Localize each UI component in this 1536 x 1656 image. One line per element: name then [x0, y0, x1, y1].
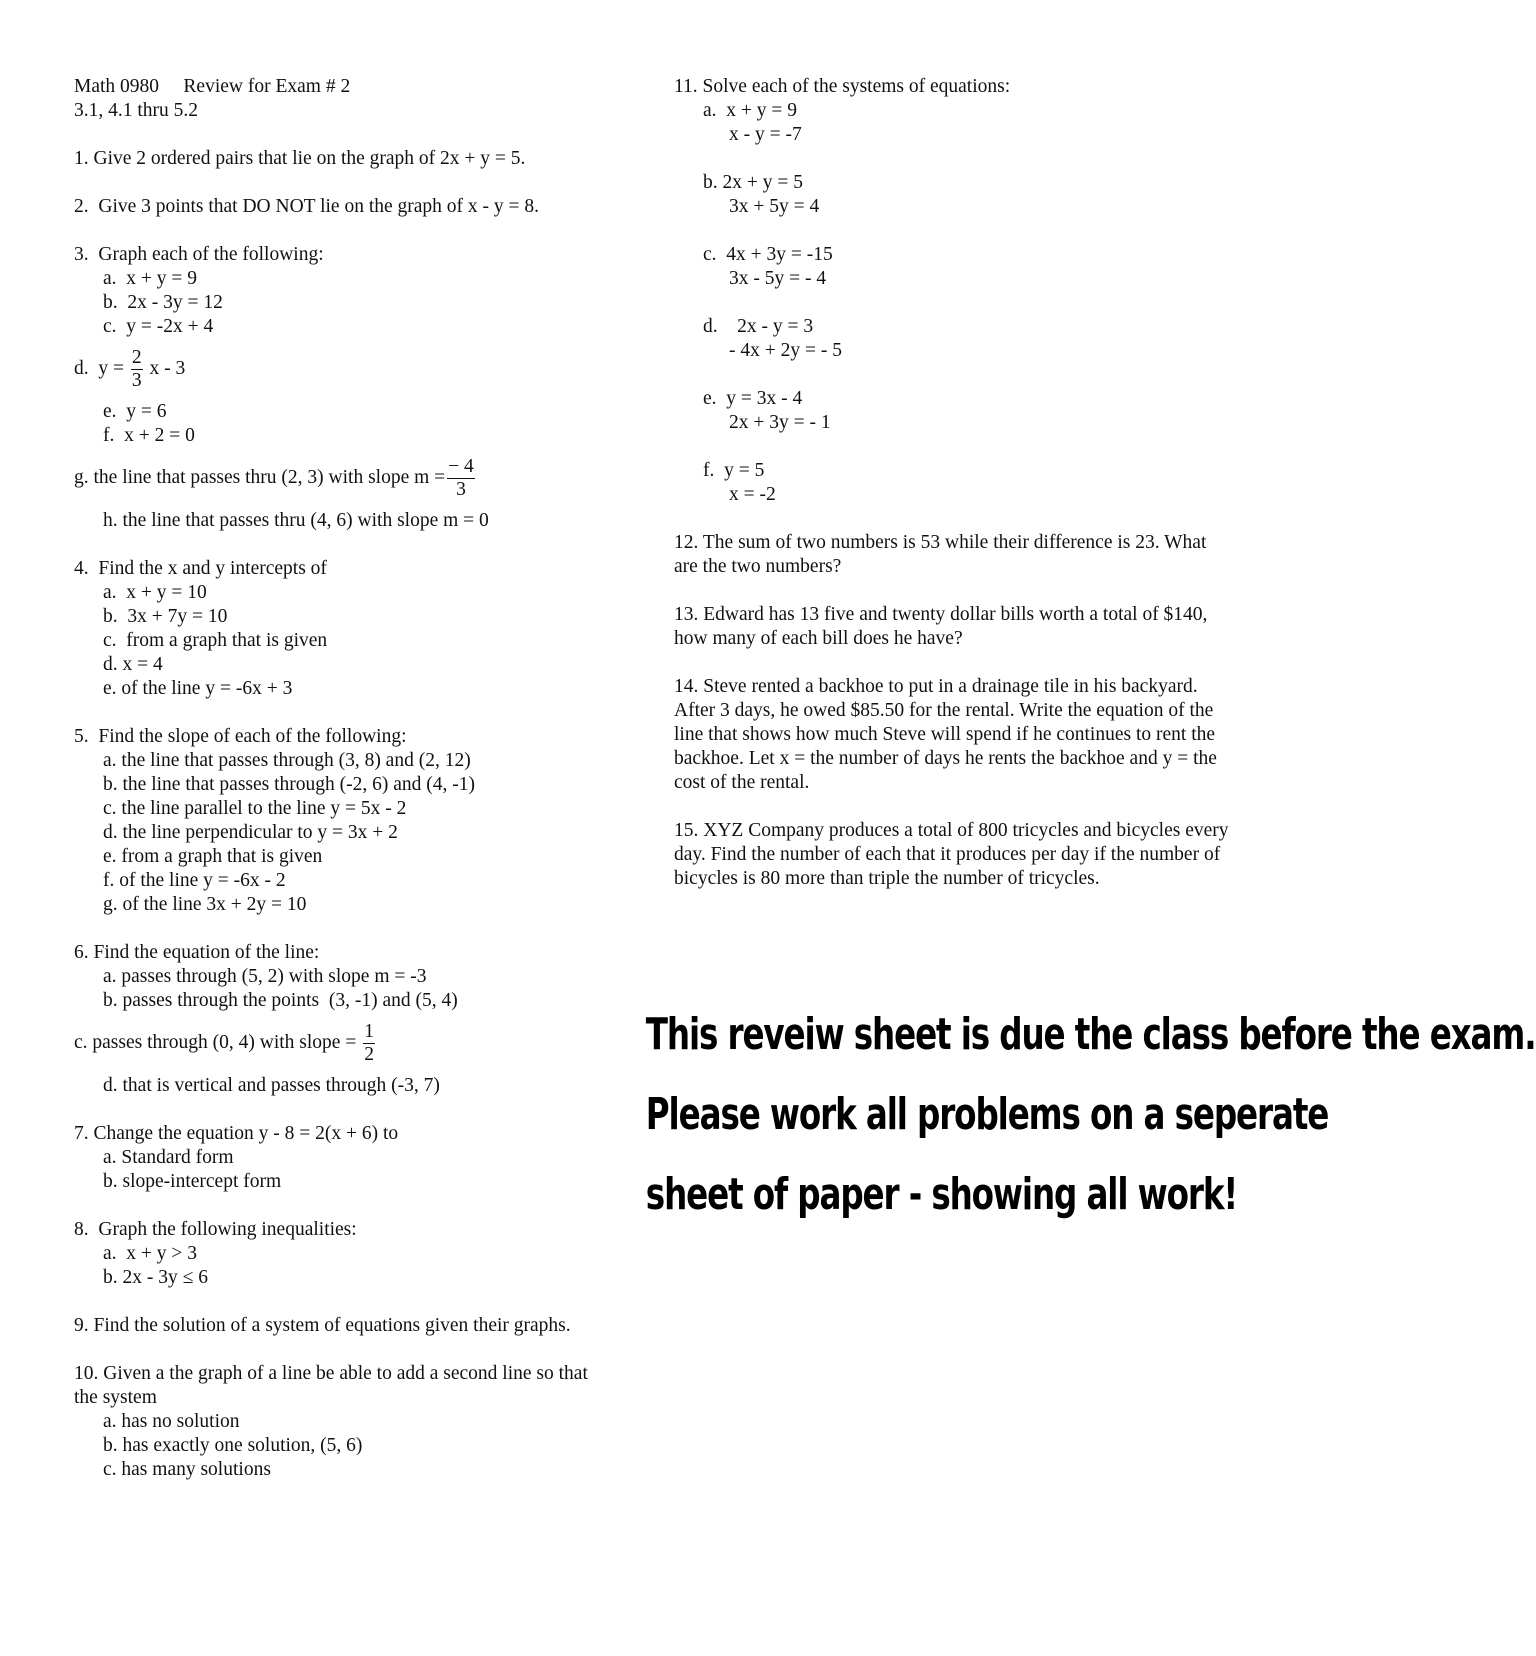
question-11a-eq1: a. x + y = 9: [703, 100, 798, 121]
fraction-minus-four-thirds: [447, 456, 475, 501]
question-8b: b. 2x - 3y ≤ 6: [103, 1267, 208, 1288]
question-3b: b. 2x - 3y = 12: [103, 292, 223, 313]
question-5f: f. of the line y = -6x - 2: [103, 870, 286, 891]
question-11d-eq1: d. 2x - y = 3: [703, 316, 814, 337]
question-1: 1. Give 2 ordered pairs that lie on the graph of 2x + y = 5.: [74, 148, 526, 169]
question-11c-eq1: c. 4x + 3y = -15: [703, 244, 833, 265]
question-10a: a. has no solution: [103, 1411, 240, 1432]
question-11f-eq2: x = -2: [729, 484, 776, 505]
right-column: [674, 75, 1234, 891]
question-11e-eq2: 2x + 3y = - 1: [729, 412, 831, 433]
question-5b: b. the line that passes through (-2, 6) and (4, -1): [103, 774, 476, 795]
fraction-numerator: 1: [364, 1021, 374, 1042]
question-7b: b. slope-intercept form: [103, 1171, 282, 1192]
left-column: [74, 75, 614, 1482]
question-14: 14. Steve rented a backhoe to put in a drainage tile in his backyard. After 3 days, he owed $85.50 for the rental. Write the equation of the line that shows how much Steve will spend if he continues to rent the backhoe. Let x = the number of days he rents the backhoe and y = the cost of the rental.: [674, 676, 1217, 793]
question-3e: e. y = 6: [103, 401, 167, 422]
question-4-title: 4. Find the x and y intercepts of: [74, 558, 327, 579]
question-3d-suffix: x - 3: [144, 357, 186, 379]
fraction-two-thirds: [131, 347, 143, 392]
question-5a: a. the line that passes through (3, 8) and (2, 12): [103, 750, 471, 771]
question-11d-eq2: - 4x + 2y = - 5: [729, 340, 842, 361]
question-4c: c. from a graph that is given: [103, 630, 328, 651]
fraction-one-half: [363, 1021, 375, 1066]
question-3-title: 3. Graph each of the following:: [74, 244, 324, 265]
question-11b-eq2: 3x + 5y = 4: [729, 196, 820, 217]
fraction-denominator: 3: [447, 478, 475, 501]
question-6-title: 6. Find the equation of the line:: [74, 942, 320, 963]
question-11f-eq1: f. y = 5: [703, 460, 765, 481]
fraction-denominator: 2: [364, 1044, 374, 1065]
question-6b: b. passes through the points (3, -1) and (5, 4): [103, 990, 458, 1011]
banner-line-1: This reveiw sheet is due the class before the exam.: [645, 1009, 1536, 1060]
question-10-title: 10. Given a the graph of a line be able to add a second line so that the system: [74, 1363, 588, 1408]
doc-title: Math 0980 Review for Exam # 2: [74, 76, 351, 97]
question-9: 9. Find the solution of a system of equations given their graphs.: [74, 1315, 571, 1336]
banner-line-3: sheet of paper - showing all work!: [645, 1169, 1238, 1220]
fraction-numerator: − 4: [448, 456, 474, 477]
due-date-banner: [645, 995, 1536, 1235]
question-6c: [74, 1013, 614, 1074]
question-5e: e. from a graph that is given: [103, 846, 323, 867]
question-3f: f. x + 2 = 0: [103, 425, 195, 446]
question-7-title: 7. Change the equation y - 8 = 2(x + 6) to: [74, 1123, 399, 1144]
question-10b: b. has exactly one solution, (5, 6): [103, 1435, 363, 1456]
question-2: 2. Give 3 points that DO NOT lie on the graph of x - y = 8.: [74, 196, 540, 217]
question-13: 13. Edward has 13 five and twenty dollar bills worth a total of $140, how many of each bill does he have?: [674, 604, 1208, 649]
question-3g: [74, 448, 614, 509]
question-5c: c. the line parallel to the line y = 5x - 2: [103, 798, 407, 819]
question-11c-eq2: 3x - 5y = - 4: [729, 268, 827, 289]
question-5g: g. of the line 3x + 2y = 10: [103, 894, 307, 915]
question-11b-eq1: b. 2x + y = 5: [703, 172, 803, 193]
question-4b: b. 3x + 7y = 10: [103, 606, 228, 627]
question-3g-prefix: g. the line that passes thru (2, 3) with slope m =: [74, 466, 446, 488]
question-8a: a. x + y > 3: [103, 1243, 198, 1264]
question-8-title: 8. Graph the following inequalities:: [74, 1219, 357, 1240]
question-5-title: 5. Find the slope of each of the following:: [74, 726, 407, 747]
question-3d: [74, 339, 614, 400]
question-10c: c. has many solutions: [103, 1459, 271, 1480]
question-11a-eq2: x - y = -7: [729, 124, 802, 145]
question-6d: d. that is vertical and passes through (-3, 7): [103, 1075, 440, 1096]
fraction-denominator: 3: [131, 370, 142, 391]
doc-sections: 3.1, 4.1 thru 5.2: [74, 100, 199, 121]
question-3a: a. x + y = 9: [103, 268, 198, 289]
question-12: 12. The sum of two numbers is 53 while their difference is 23. What are the two numbers?: [674, 532, 1207, 577]
fraction-numerator: 2: [131, 347, 142, 368]
question-4d: d. x = 4: [103, 654, 163, 675]
question-15: 15. XYZ Company produces a total of 800 tricycles and bicycles every day. Find the number of each that it produces per day if the number of bicycles is 80 more than triple the number of tricycles.: [674, 820, 1229, 889]
question-6c-prefix: c. passes through (0, 4) with slope =: [74, 1031, 362, 1053]
question-7a: a. Standard form: [103, 1147, 234, 1168]
question-6a: a. passes through (5, 2) with slope m = -3: [103, 966, 427, 987]
question-11-title: 11. Solve each of the systems of equations:: [674, 76, 1011, 97]
question-5d: d. the line perpendicular to y = 3x + 2: [103, 822, 398, 843]
question-3h: h. the line that passes thru (4, 6) with slope m = 0: [103, 510, 489, 531]
question-3c: c. y = -2x + 4: [103, 316, 214, 337]
question-11e-eq1: e. y = 3x - 4: [703, 388, 803, 409]
question-3d-prefix: d. y =: [74, 357, 129, 379]
banner-line-2: Please work all problems on a seperate: [645, 1089, 1329, 1140]
question-4e: e. of the line y = -6x + 3: [103, 678, 293, 699]
question-4a: a. x + y = 10: [103, 582, 207, 603]
